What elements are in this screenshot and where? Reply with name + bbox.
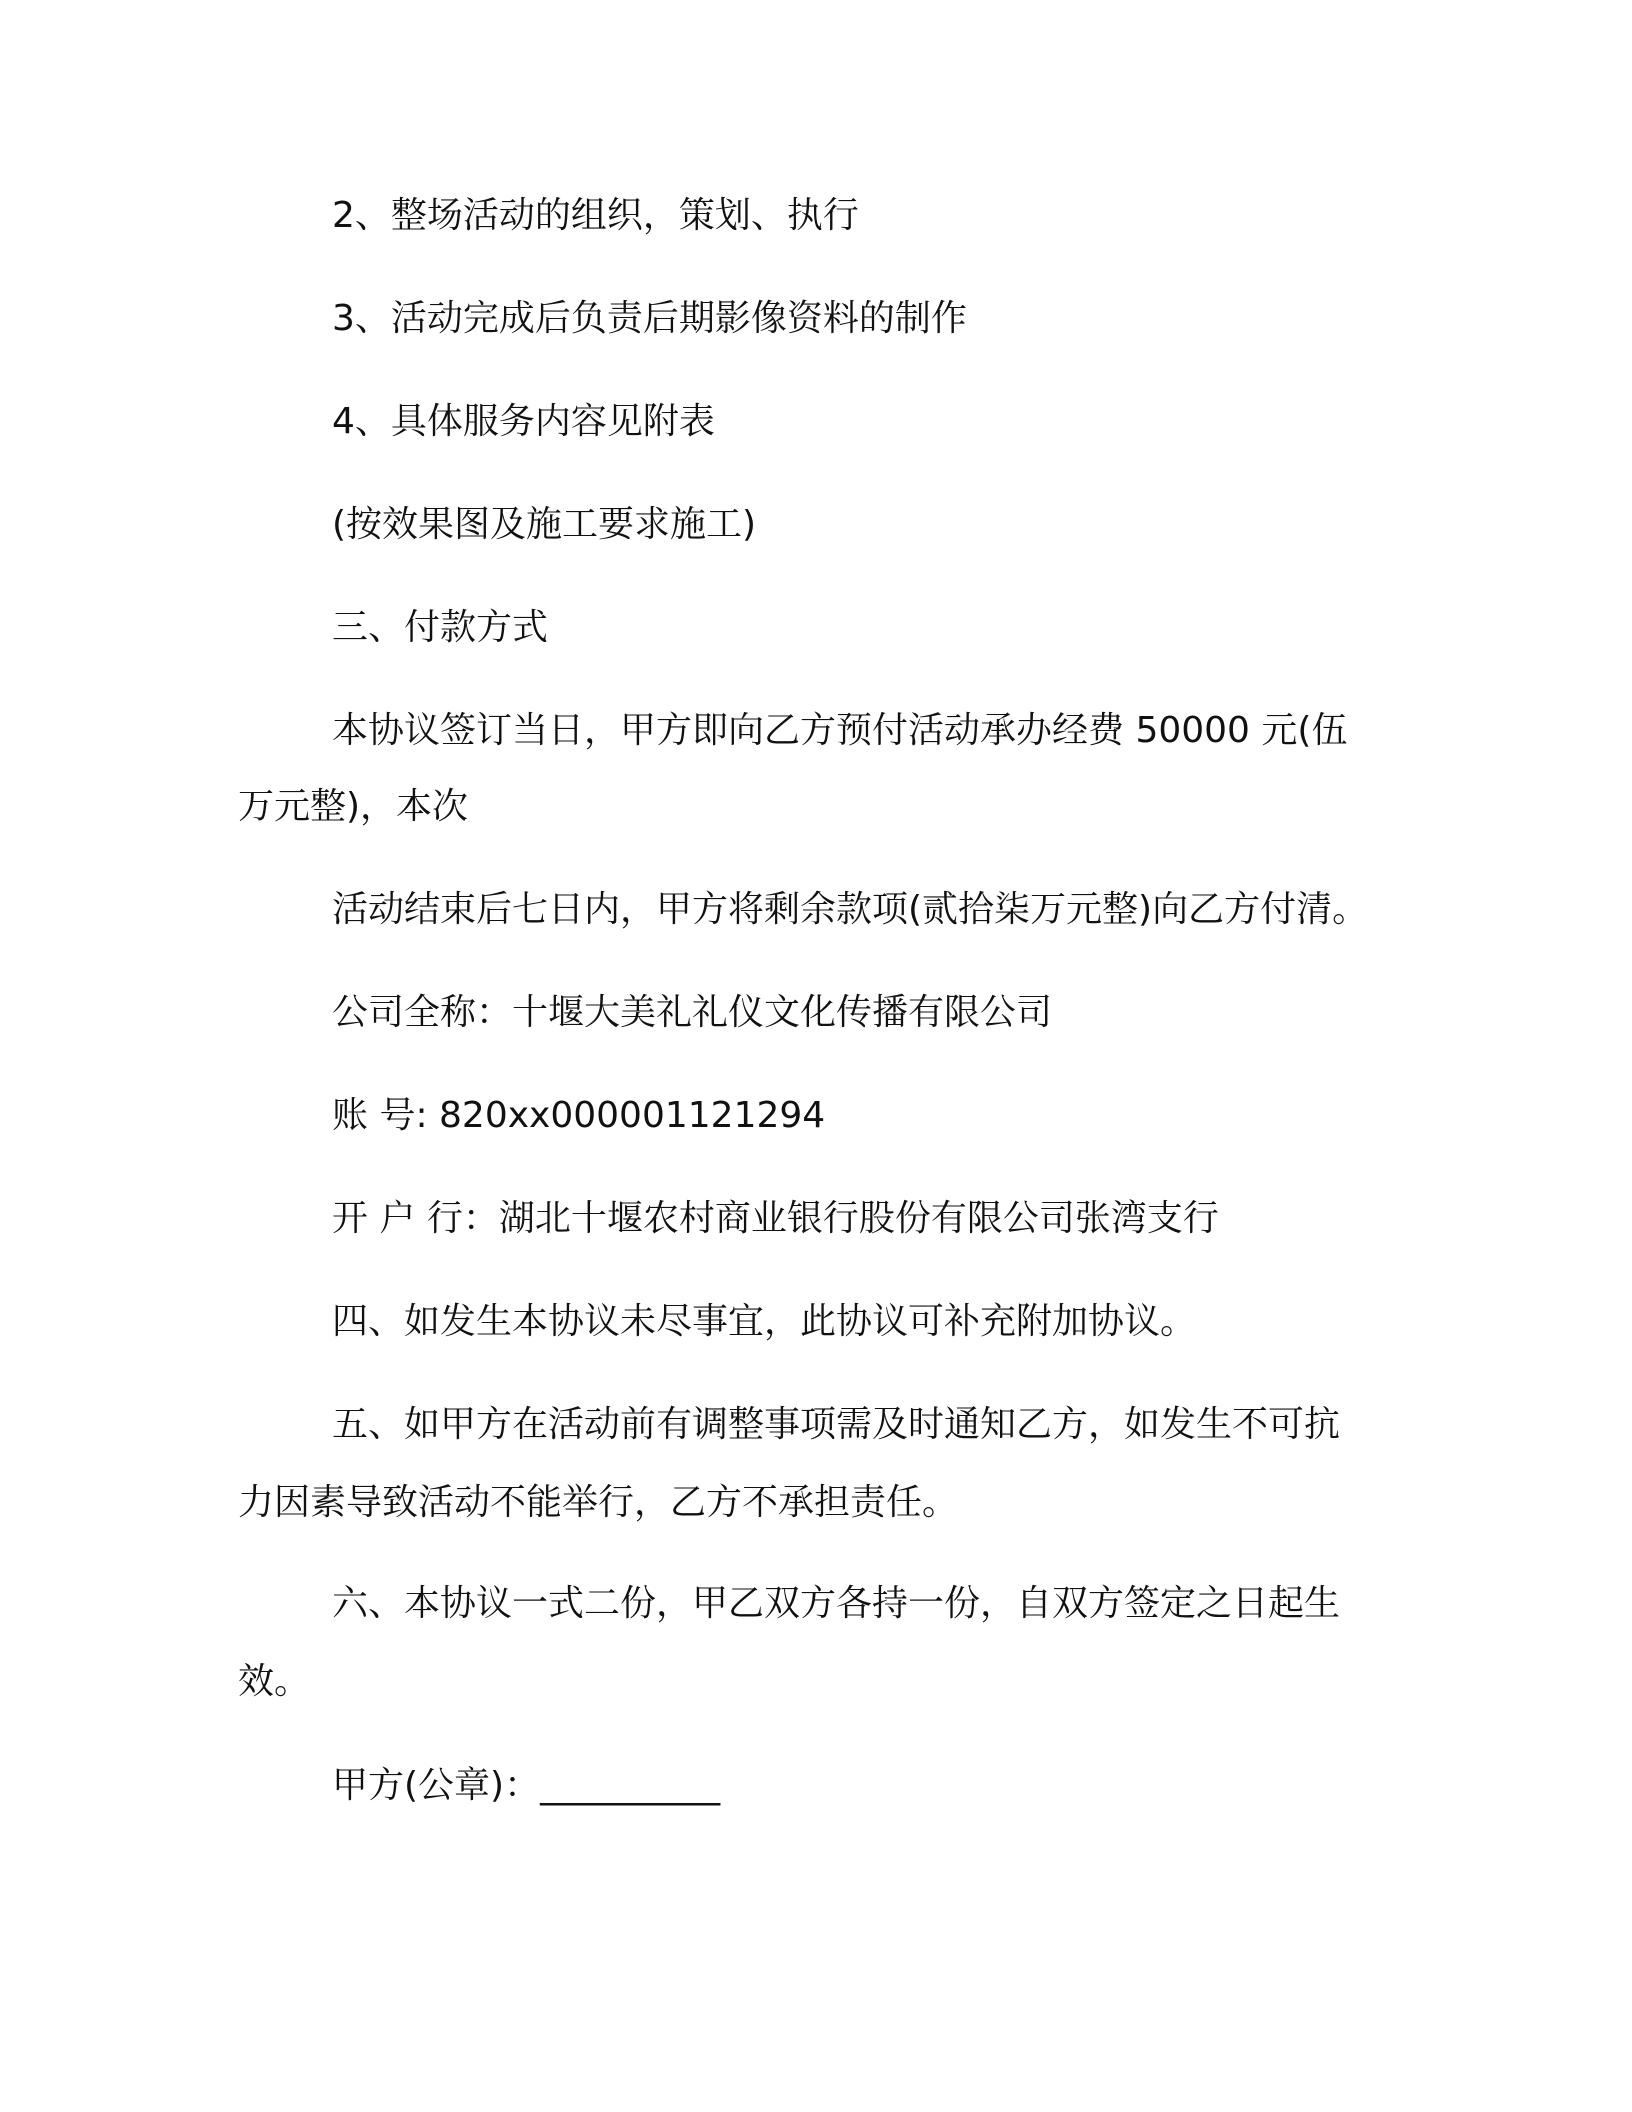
party-a-seal-field: 甲方(公章)：__________: [332, 1765, 721, 1806]
payment-remainder-text: 活动结束后七日内，甲方将剩余款项(贰拾柒万元整)向乙方付清。: [332, 889, 1369, 930]
account-number-field: 账 号: 820xx000001121294: [332, 1095, 826, 1136]
section-6-line-1: 六、本协议一式二份，甲乙双方各持一份，自双方签定之日起生: [332, 1583, 1341, 1624]
company-name-field: 公司全称：十堰大美礼礼仪文化传播有限公司: [332, 992, 1053, 1033]
payment-paragraph-line-1: 本协议签订当日，甲方即向乙方预付活动承办经费 50000 元(伍: [332, 710, 1348, 751]
construction-note: (按效果图及施工要求施工): [332, 504, 757, 545]
item-2-text: 2、整场活动的组织，策划、执行: [332, 195, 859, 236]
payment-paragraph-line-2: 万元整)，本次: [238, 786, 469, 827]
item-3-text: 3、活动完成后负责后期影像资料的制作: [332, 298, 967, 339]
section-6-line-2: 效。: [238, 1661, 311, 1702]
section-5-line-1: 五、如甲方在活动前有调整事项需及时通知乙方，如发生不可抗: [332, 1404, 1341, 1445]
bank-field: 开 户 行：湖北十堰农村商业银行股份有限公司张湾支行: [332, 1198, 1219, 1239]
section-4-text: 四、如发生本协议未尽事宜，此协议可补充附加协议。: [332, 1301, 1197, 1342]
item-4-text: 4、具体服务内容见附表: [332, 401, 715, 442]
section-5-line-2: 力因素导致活动不能举行，乙方不承担责任。: [238, 1482, 959, 1523]
section-heading-payment: 三、付款方式: [332, 607, 549, 648]
